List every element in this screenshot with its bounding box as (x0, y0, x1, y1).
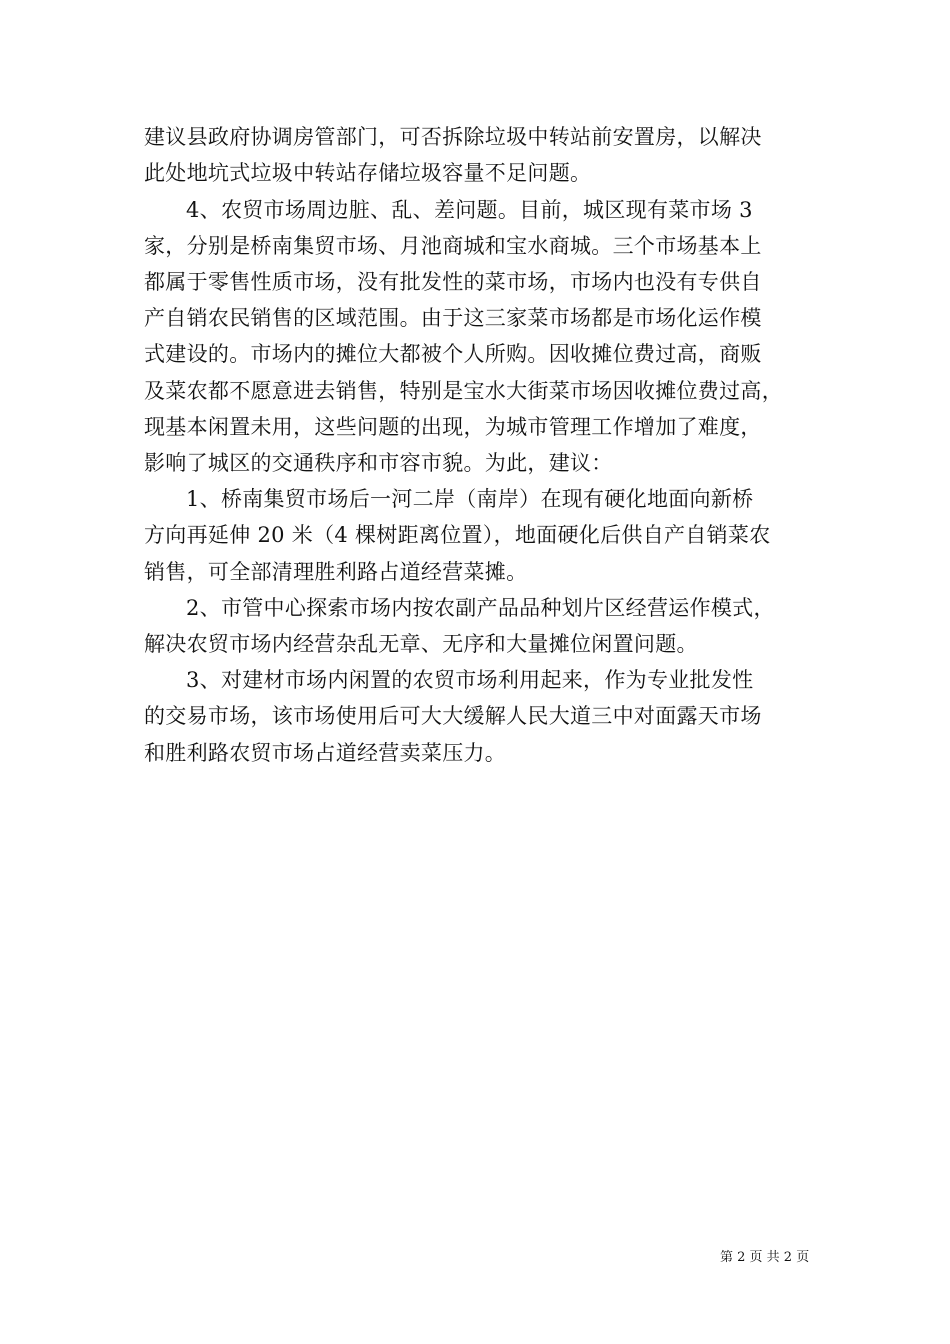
body-text-line: 都属于零售性质市场，没有批发性的菜市场，市场内也没有专供自 (144, 270, 762, 294)
paragraph-4-heading-line: 4、农贸市场周边脏、乱、差问题。目前，城区现有菜市场 3 (186, 198, 753, 222)
body-text-line: 的交易市场，该市场使用后可大大缓解人民大道三中对面露天市场 (144, 704, 762, 728)
body-text-line: 销售，可全部清理胜利路占道经营菜摊。 (144, 560, 528, 584)
suggestion-3-line: 3、对建材市场内闲置的农贸市场利用起来，作为专业批发性 (186, 668, 754, 692)
suggestion-1-line: 1、桥南集贸市场后一河二岸（南岸）在现有硬化地面向新桥 (186, 487, 754, 511)
body-text-line: 现基本闲置未用，这些问题的出现，为城市管理工作增加了难度， (144, 415, 762, 439)
body-text-line: 及菜农都不愿意进去销售，特别是宝水大街菜市场因收摊位费过高， (144, 379, 783, 403)
body-text-line: 此处地坑式垃圾中转站存储垃圾容量不足问题。 (144, 161, 592, 185)
body-text-line: 和胜利路农贸市场占道经营卖菜压力。 (144, 741, 507, 765)
body-text-line: 方向再延伸 20 米（4 棵树距离位置），地面硬化后供自产自销菜农 (144, 523, 771, 547)
page-number-footer: 第 2 页 共 2 页 (720, 1250, 810, 1265)
body-text-line: 产自销农民销售的区域范围。由于这三家菜市场都是市场化运作模 (144, 306, 762, 330)
body-text-line: 式建设的。市场内的摊位大都被个人所购。因收摊位费过高，商贩 (144, 342, 762, 366)
body-text-line: 影响了城区的交通秩序和市容市貌。为此，建议： (144, 451, 613, 475)
body-text-line: 家，分别是桥南集贸市场、月池商城和宝水商城。三个市场基本上 (144, 234, 762, 258)
body-text-line: 建议县政府协调房管部门，可否拆除垃圾中转站前安置房，以解决 (144, 125, 762, 149)
suggestion-2-line: 2、市管中心探索市场内按农副产品品种划片区经营运作模式， (186, 596, 775, 620)
body-text-line: 解决农贸市场内经营杂乱无章、无序和大量摊位闲置问题。 (144, 632, 698, 656)
